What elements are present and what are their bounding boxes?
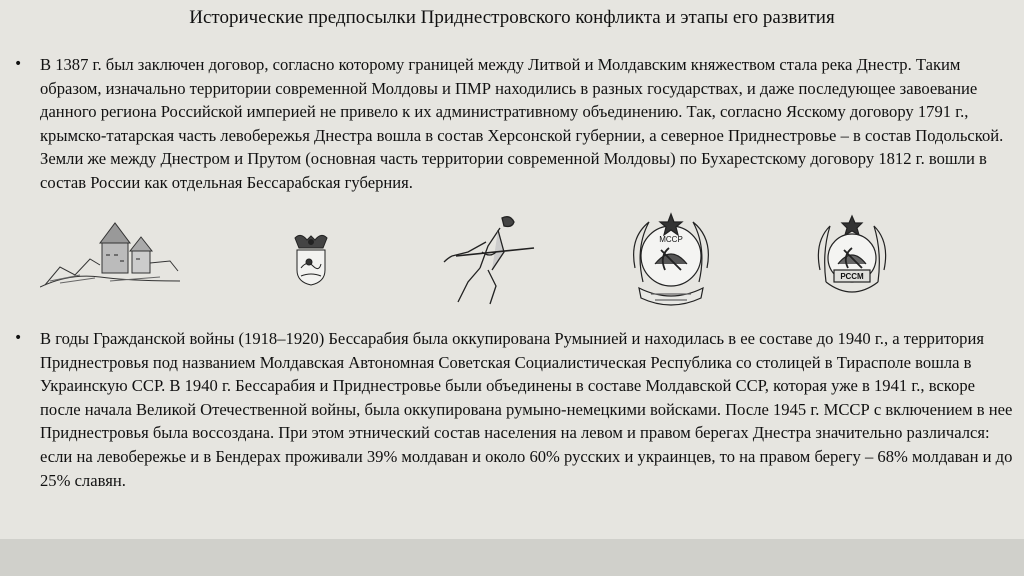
- mssr-emblem-image: [625, 208, 717, 312]
- footer-band: [0, 539, 1024, 576]
- bullet-paragraph: [14, 327, 1014, 492]
- bullet-paragraph: [14, 53, 1014, 195]
- rssm-emblem-label: РССМ: [840, 272, 864, 281]
- bullet-marker: •: [14, 56, 23, 72]
- slide-title: Исторические предпосылки Приднестровского конфликта и этапы его развития: [189, 7, 835, 28]
- fortress-sketch-image: [40, 215, 180, 289]
- bullet-marker: •: [14, 330, 23, 346]
- coat-of-arms-image: [291, 232, 331, 286]
- soldier-silhouette-image: [438, 212, 538, 308]
- mssr-emblem-label: МССР: [659, 235, 683, 244]
- bullet-text: В годы Гражданской войны (1918–1920) Бессарабия была оккупирована Румынией и находилась в ее составе до 1940 г., а территория Приднестровья под названием Молдавская Автономная Советская Социалистическая Республика со столицей в Тирасполе вошла в Украинскую ССР. В 1940 г. Бессарабия и Приднестровье были объединены в составе Молдавской ССР, которая уже в 1941 г., вскоре после начала Великой Отечественной войны, была оккупирована румыно-немецкими войсками. После 1945 г. МССР с включением в нее Приднестровья была воссоздана. При этом этнический состав населения на левом и правом берегах Днестра значительно различался: если на левобережье и в Бендерах проживали 39% молдаван и около 60% русских и украинцев, то на правом берегу – 68% молдаван и до 25% славян.: [40, 329, 1013, 490]
- rssm-emblem-image: [812, 212, 892, 306]
- bullet-text: В 1387 г. был заключен договор, согласно которому границей между Литвой и Молдавским княжеством стала река Днестр. Таким образом, изначально территории современной Молдовы и ПМР находились в разных государствах, и даже последующее завоевание данного региона Российской империей не привело к их административному объединению. Так, согласно Ясскому договору 1791 г., крымско-татарская часть левобережья Днестра вошла в состав Херсонской губернии, а северное Приднестровье – в состав Подольской. Земли же между Днестром и Прутом (основная часть территории современной Молдовы) по Бухарестскому договору 1812 г. вошли в состав России как отдельная Бессарабская губерния.: [40, 55, 1004, 192]
